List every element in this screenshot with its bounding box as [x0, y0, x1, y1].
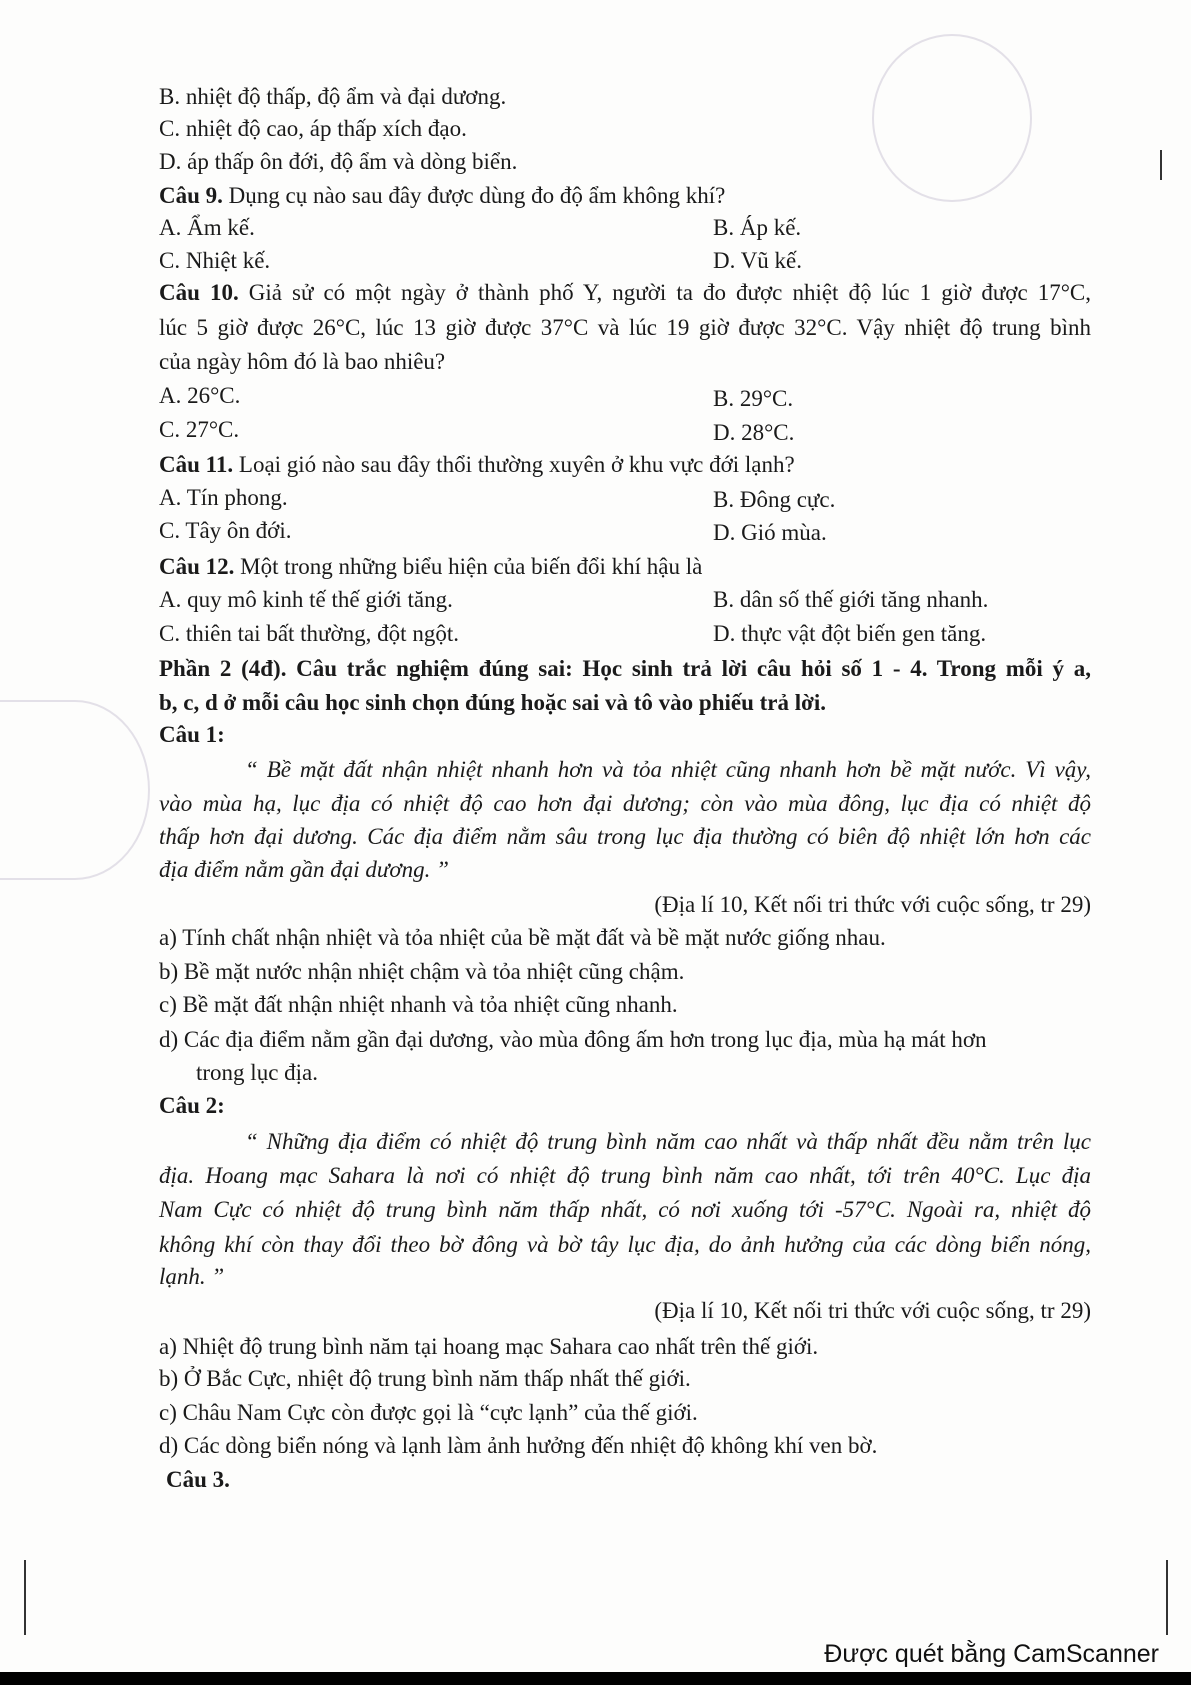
- q11-option-c: C. Tây ôn đới.: [159, 518, 292, 543]
- q9-option-c: C. Nhiệt kế.: [159, 248, 271, 273]
- school-stamp: [872, 34, 1032, 202]
- school-stamp-partial: [0, 700, 150, 880]
- p2q2-statement-c: c) Châu Nam Cực còn được gọi là “cực lạnh” của thế giới.: [159, 1400, 698, 1425]
- p2q1-statement-c: c) Bề mặt đất nhận nhiệt nhanh và tỏa nhiệt cũng nhanh.: [159, 992, 678, 1017]
- q9-question: [159, 182, 725, 210]
- p2q2-quote-line: địa. Hoang mạc Sahara là nơi có nhiệt độ trung bình năm cao nhất, tới trên 40°C. Lục địa: [159, 1163, 1091, 1188]
- q10-question-line: của ngày hôm đó là bao nhiêu?: [159, 349, 446, 374]
- q12-option-c: C. thiên tai bất thường, đột ngột.: [159, 621, 459, 646]
- p2q2-statement-a: a) Nhiệt độ trung bình năm tại hoang mạc Sahara cao nhất trên thế giới.: [159, 1334, 819, 1359]
- q12-question: [159, 553, 702, 581]
- page-edge-line: [1166, 1560, 1168, 1635]
- q10-option-d: D. 28°C.: [713, 420, 795, 445]
- q8-option-c: C. nhiệt độ cao, áp thấp xích đạo.: [159, 116, 467, 141]
- q11-option-d: D. Gió mùa.: [713, 520, 827, 545]
- q9-option-b: B. Áp kế.: [713, 215, 802, 240]
- p2q2-source: (Địa lí 10, Kết nối tri thức với cuộc sống, tr 29): [654, 1298, 1091, 1323]
- q9-option-a: A. Ẩm kế.: [159, 215, 255, 240]
- p2q1-quote-line: thấp hơn đại dương. Các địa điểm nằm sâu trong lục địa thường có biên độ nhiệt lớn hơn các: [159, 824, 1091, 849]
- q12-option-a: A. quy mô kinh tế thế giới tăng.: [159, 587, 453, 612]
- p2q2-quote-line: không khí còn thay đổi theo bờ đông và bờ tây lục địa, do ảnh hưởng của các dòng biển nóng,: [159, 1232, 1091, 1257]
- p2q1-statement-b: b) Bề mặt nước nhận nhiệt chậm và tỏa nhiệt cũng chậm.: [159, 959, 685, 984]
- q10-option-a: A. 26°C.: [159, 383, 241, 408]
- p2q2-quote-line: lạnh. ”: [159, 1264, 225, 1289]
- q11-text: Loại gió nào sau đây thổi thường xuyên ở khu vực đới lạnh?: [233, 452, 795, 477]
- part2-heading-line2: b, c, d ở mỗi câu học sinh chọn đúng hoặc sai và tô vào phiếu trả lời.: [159, 690, 827, 715]
- q11-option-a: A. Tín phong.: [159, 485, 288, 510]
- page-edge-mark: [1160, 150, 1162, 180]
- camscanner-footer: Được quét bằng CamScanner: [824, 1640, 1159, 1668]
- q11-question: [159, 451, 795, 479]
- page-edge-line: [24, 1560, 26, 1635]
- q9-text: Dụng cụ nào sau đây được dùng đo độ ẩm không khí?: [222, 183, 726, 208]
- q12-option-b: B. dân số thế giới tăng nhanh.: [713, 587, 989, 612]
- p2q1-statement-d-cont: trong lục địa.: [196, 1060, 318, 1085]
- p2q2-label: Câu 2:: [159, 1093, 225, 1118]
- q8-option-d: D. áp thấp ôn đới, độ ẩm và dòng biển.: [159, 149, 518, 174]
- part2-heading: Phần 2 (4đ). Câu trắc nghiệm đúng sai: Học sinh trả lời câu hỏi số 1 - 4. Trong mỗi ý a,: [159, 656, 1091, 681]
- q8-option-b: B. nhiệt độ thấp, độ ẩm và đại dương.: [159, 84, 507, 109]
- p2q1-statement-a: a) Tính chất nhận nhiệt và tỏa nhiệt của bề mặt đất và bề mặt nước giống nhau.: [159, 925, 886, 950]
- p2q3-label: Câu 3.: [166, 1467, 230, 1492]
- q12-label: Câu 12.: [159, 554, 235, 579]
- p2q1-quote-line: vào mùa hạ, lục địa có nhiệt độ cao hơn đại dương; còn vào mùa đông, lục địa có nhiệt độ: [159, 791, 1091, 816]
- q9-option-d: D. Vũ kế.: [713, 248, 803, 273]
- p2q2-statement-b: b) Ở Bắc Cực, nhiệt độ trung bình năm thấp nhất thế giới.: [159, 1366, 691, 1391]
- p2q1-label: Câu 1:: [159, 722, 225, 747]
- q10-label: Câu 10.: [159, 280, 239, 305]
- bottom-bar: [0, 1672, 1191, 1685]
- p2q1-statement-d: d) Các địa điểm nằm gần đại dương, vào mùa đông ấm hơn trong lục địa, mùa hạ mát hơn: [159, 1027, 987, 1052]
- q10-question-line: [159, 279, 1091, 307]
- q11-option-b: B. Đông cực.: [713, 487, 836, 512]
- q12-text: Một trong những biểu hiện của biến đổi khí hậu là: [234, 554, 703, 579]
- p2q1-quote-line: “ Bề mặt đất nhận nhiệt nhanh hơn và tỏa nhiệt cũng nhanh hơn bề mặt nước. Vì vậy,: [245, 757, 1091, 782]
- q10-question-line: lúc 5 giờ được 26°C, lúc 13 giờ được 37°C và lúc 19 giờ được 32°C. Vậy nhiệt độ trung bình: [159, 315, 1091, 340]
- p2q2-statement-d: d) Các dòng biển nóng và lạnh làm ảnh hưởng đến nhiệt độ không khí ven bờ.: [159, 1433, 878, 1458]
- p2q1-quote-line: địa điểm nằm gần đại dương. ”: [159, 857, 449, 882]
- q9-label: Câu 9.: [159, 183, 223, 208]
- q10-option-c: C. 27°C.: [159, 417, 240, 442]
- p2q2-quote-line: Nam Cực có nhiệt độ trung bình năm thấp nhất, có nơi xuống tới -57°C. Ngoài ra, nhiệt độ: [159, 1197, 1091, 1222]
- q10-text: Giả sử có một ngày ở thành phố Y, người ta đo được nhiệt độ lúc 1 giờ được 17°C,: [238, 280, 1091, 305]
- q10-option-b: B. 29°C.: [713, 386, 794, 411]
- p2q1-source: (Địa lí 10, Kết nối tri thức với cuộc sống, tr 29): [654, 892, 1091, 917]
- p2q2-quote-line: “ Những địa điểm có nhiệt độ trung bình năm cao nhất và thấp nhất đều nằm trên lục: [245, 1129, 1091, 1154]
- q12-option-d: D. thực vật đột biến gen tăng.: [713, 621, 987, 646]
- q11-label: Câu 11.: [159, 452, 234, 477]
